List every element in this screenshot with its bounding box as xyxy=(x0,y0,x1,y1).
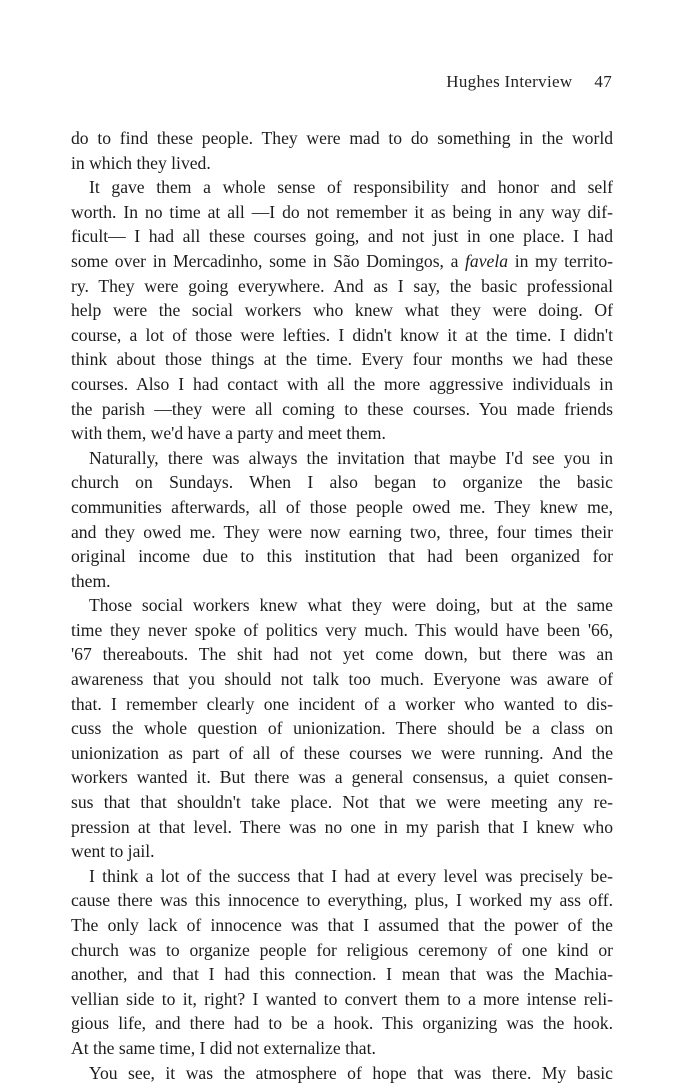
paragraph xyxy=(71,446,613,594)
text-line: ry. They were going everywhere. And as I say, the basic professional xyxy=(71,275,613,296)
text-line: church on Sundays. When I also began to organize the basic xyxy=(71,472,613,493)
text-line: You see, it was the atmosphere of hope that was there. My basic xyxy=(89,1062,613,1083)
text-line: think about those things at the time. Every four months we had these xyxy=(71,349,613,370)
text-line: do to find these people. They were mad to do something in the world xyxy=(71,128,613,148)
text-line: cause there was this innocence to everything, plus, I worked my ass off. xyxy=(71,890,613,911)
text-line: another, and that I had this connection. I mean that was the Machia- xyxy=(71,964,613,985)
paragraph xyxy=(71,175,613,446)
text-line: time they never spoke of politics very much. This would have been '66, xyxy=(71,619,613,640)
paragraph xyxy=(71,1061,613,1085)
text-line: with them, we'd have a party and meet them. xyxy=(71,423,386,444)
text-line: It gave them a whole sense of responsibility and honor and self xyxy=(89,177,613,198)
text-line: that. I remember clearly one incident of a worker who wanted to dis- xyxy=(71,693,613,714)
paragraph xyxy=(71,864,613,1061)
text-line: in which they lived. xyxy=(71,152,211,173)
body-text xyxy=(71,126,613,1085)
paragraph xyxy=(71,126,613,175)
text-line: some over in Mercadinho, some in São Domingos, a favela in my territo- xyxy=(71,250,613,271)
text-line: awareness that you should not talk too much. Everyone was aware of xyxy=(71,669,613,690)
text-line: pression at that level. There was no one in my parish that I knew who xyxy=(71,816,613,837)
text-line: them. xyxy=(71,570,111,591)
text-line: sus that that shouldn't take place. Not that we were meeting any re- xyxy=(71,792,613,813)
text-line: went to jail. xyxy=(71,841,155,862)
text-line: Those social workers knew what they were doing, but at the same xyxy=(89,595,613,616)
text-line: church was to organize people for religious ceremony of one kind or xyxy=(71,939,613,960)
text-line: course, a lot of those were lefties. I didn't know it at the time. I didn't xyxy=(71,324,613,345)
text-line: help were the social workers who knew what they were doing. Of xyxy=(71,300,613,321)
text-line: cuss the whole question of unionization. There should be a class on xyxy=(71,718,613,739)
text-line: communities afterwards, all of those people owed me. They knew me, xyxy=(71,496,613,517)
italic-term: favela xyxy=(465,250,509,271)
text-line: vellian side to it, right? I wanted to convert them to a more intense reli- xyxy=(71,988,613,1009)
text-line: The only lack of innocence was that I assumed that the power of the xyxy=(71,915,613,935)
text-line: the parish —they were all coming to these courses. You made friends xyxy=(71,398,613,419)
text-line: ficult— I had all these courses going, and not just in one place. I had xyxy=(71,226,613,247)
text-line: original income due to this institution that had been organized for xyxy=(71,546,613,567)
text-line: gious life, and there had to be a hook. This organizing was the hook. xyxy=(71,1013,613,1034)
text-line: unionization as part of all of these courses we were running. And the xyxy=(71,742,613,763)
text-line: workers wanted it. But there was a general consensus, a quiet consen- xyxy=(71,767,613,788)
text-line: I think a lot of the success that I had at every level was precisely be- xyxy=(89,865,613,886)
text-line: courses. Also I had contact with all the more aggressive individuals in xyxy=(71,373,613,394)
text-line: '67 thereabouts. The shit had not yet come down, but there was an xyxy=(71,644,613,665)
text-line: Naturally, there was always the invitation that maybe I'd see you in xyxy=(89,447,613,468)
page-number: 47 xyxy=(594,72,612,91)
text-line: and they owed me. They were now earning two, three, four times their xyxy=(71,521,613,542)
paragraph xyxy=(71,593,613,864)
running-head-title: Hughes Interview xyxy=(446,72,573,91)
running-head xyxy=(0,72,612,92)
text-line: At the same time, I did not externalize that. xyxy=(71,1037,376,1058)
text-line: worth. In no time at all —I do not remember it as being in any way dif- xyxy=(71,201,613,222)
